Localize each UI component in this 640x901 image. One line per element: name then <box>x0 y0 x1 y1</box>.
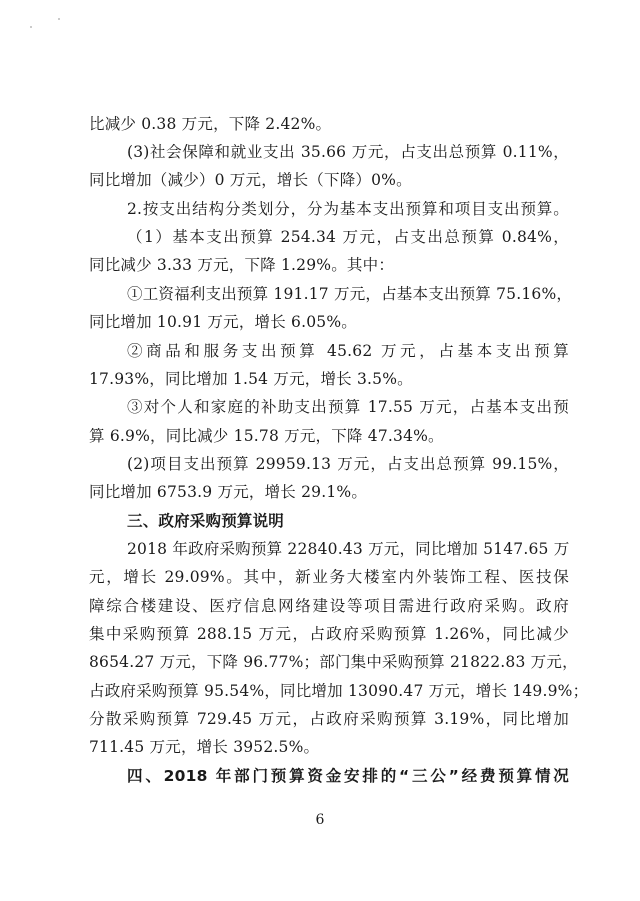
text-line: 同比增加 10.91 万元，增长 6.05%。 <box>89 313 357 331</box>
text-line: 比减少 0.38 万元，下降 2.42%。 <box>89 115 332 133</box>
text-line: ②商品和服务支出预算 45.62 万元，占基本支出预算 <box>127 342 569 360</box>
scan-speck <box>30 26 32 28</box>
text-line: 分散采购预算 729.45 万元，占政府采购预算 3.19%，同比增加 <box>89 710 569 728</box>
text-line: ③对个人和家庭的补助支出预算 17.55 万元，占基本支出预 <box>127 398 569 416</box>
text-line: 元，增长 29.09%。其中，新业务大楼室内外装饰工程、医技保 <box>89 568 569 586</box>
section-heading: 四、2018 年部门预算资金安排的“三公”经费预算情况 <box>127 767 569 785</box>
text-line: 17.93%，同比增加 1.54 万元，增长 3.5%。 <box>89 370 413 388</box>
text-line: 同比增加（减少）0 万元，增长（下降）0%。 <box>89 171 412 189</box>
text-line: 集中采购预算 288.15 万元，占政府采购预算 1.26%，同比减少 <box>89 625 569 643</box>
text-line: (2)项目支出预算 29959.13 万元，占支出总预算 99.15%， <box>127 455 569 473</box>
text-line: （1）基本支出预算 254.34 万元，占支出总预算 0.84%， <box>127 228 569 246</box>
text-line: 障综合楼建设、医疗信息网络建设等项目需进行政府采购。政府 <box>89 597 569 615</box>
text-line: 同比减少 3.33 万元，下降 1.29%。其中： <box>89 256 395 274</box>
text-line: ①工资福利支出预算 191.17 万元，占基本支出预算 75.16%， <box>127 285 573 303</box>
scan-speck <box>58 18 60 20</box>
section-heading: 三、政府采购预算说明 <box>127 512 285 530</box>
page-number: 6 <box>315 812 325 828</box>
text-line: (3)社会保障和就业支出 35.66 万元，占支出总预算 0.11%， <box>127 143 569 161</box>
text-line: 8654.27 万元，下降 96.77%；部门集中采购预算 21822.83 万元， <box>89 653 578 671</box>
text-line: 占政府采购预算 95.54%，同比增加 13090.47 万元，增长 149.9%； <box>89 682 589 700</box>
text-line: 2018 年政府采购预算 22840.43 万元，同比增加 5147.65 万 <box>127 540 570 558</box>
text-line: 711.45 万元，增长 3952.5%。 <box>89 738 320 756</box>
text-line: 2.按支出结构分类划分，分为基本支出预算和项目支出预算。 <box>127 200 569 218</box>
text-line: 算 6.9%，同比减少 15.78 万元，下降 47.34%。 <box>89 427 444 445</box>
text-line: 同比增加 6753.9 万元，增长 29.1%。 <box>89 483 368 501</box>
